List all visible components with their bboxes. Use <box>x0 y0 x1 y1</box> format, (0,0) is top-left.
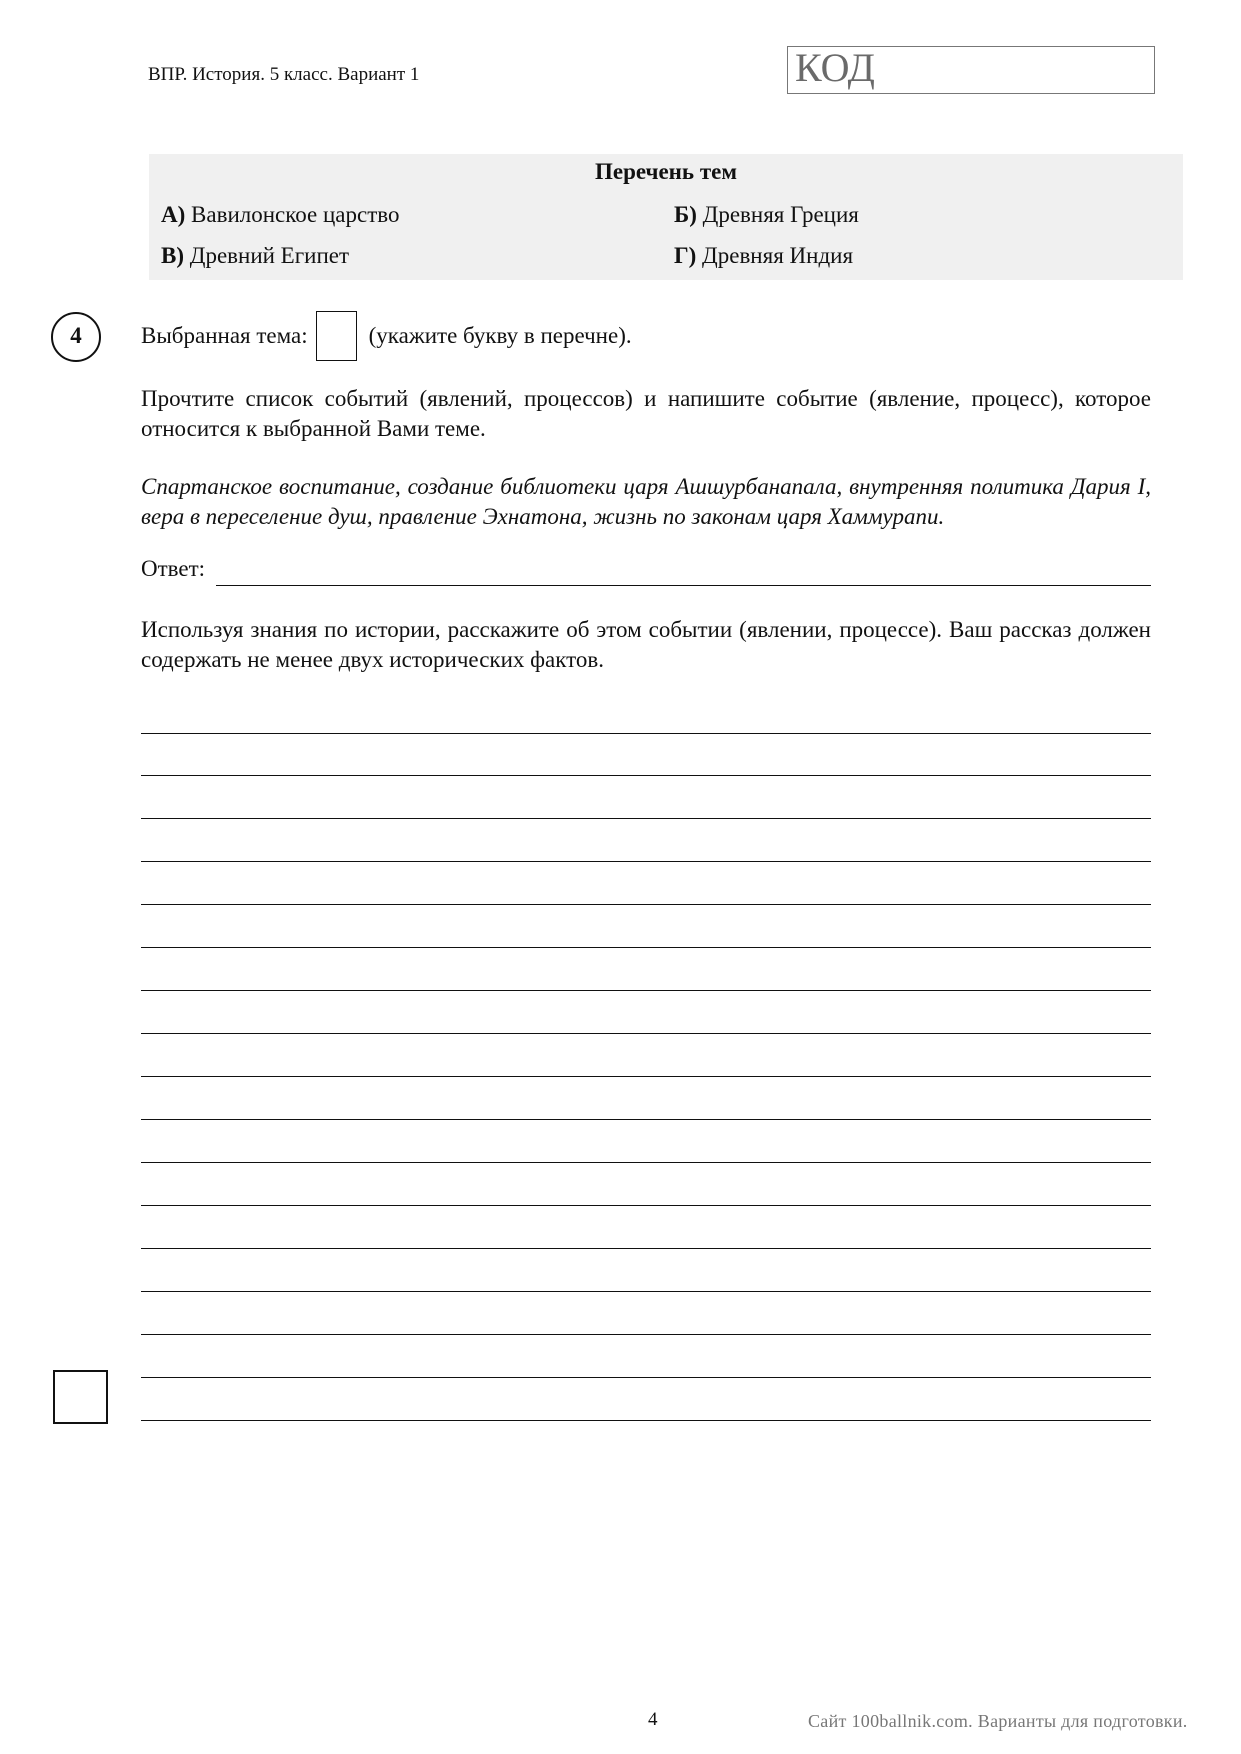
answer-rule-line[interactable] <box>141 1033 1151 1034</box>
chosen-topic-label: Выбранная тема: <box>141 323 308 348</box>
topic-item-a: А) Вавилонское царство <box>161 202 400 227</box>
answer-rule-line[interactable] <box>141 1076 1151 1077</box>
answer-rule-line[interactable] <box>141 1291 1151 1292</box>
answer-label: Ответ: <box>141 556 206 581</box>
answer-field[interactable] <box>216 585 1151 586</box>
code-label: КОД <box>795 45 875 90</box>
topic-item-b: Б) Древняя Греция <box>674 202 859 227</box>
answer-rule-line[interactable] <box>141 1420 1151 1421</box>
answer-rule-line[interactable] <box>141 1334 1151 1335</box>
answer-rule-line[interactable] <box>141 1248 1151 1249</box>
answer-rule-line[interactable] <box>141 947 1151 948</box>
story-instruction: Используя знания по истории, расскажите об этом событии (явлении, процессе). Ваш рассказ должен содержать не менее двух исторических фактов. <box>141 617 1151 672</box>
answer-rule-line[interactable] <box>141 861 1151 862</box>
answer-rule-line[interactable] <box>141 818 1151 819</box>
topic-item-g: Г) Древняя Индия <box>674 243 854 268</box>
score-box[interactable] <box>53 1370 108 1424</box>
topics-title: Перечень тем <box>594 159 738 184</box>
answer-rule-line[interactable] <box>141 1205 1151 1206</box>
page-header-title: ВПР. История. 5 класс. Вариант 1 <box>148 64 420 85</box>
chosen-topic-line <box>141 312 632 360</box>
answer-rule-line[interactable] <box>141 733 1151 734</box>
site-watermark: Сайт 100ballnik.com. Варианты для подготовки. <box>808 1711 1188 1731</box>
chosen-topic-hint: (укажите букву в перечне). <box>368 323 632 348</box>
events-list: Спартанское воспитание, создание библиотеки царя Ашшурбанапала, внутренняя политика Дария I, вера в переселение душ, правление Эхнатона, жизнь по законам царя Хаммурапи. <box>141 474 1151 529</box>
answer-rule-line[interactable] <box>141 904 1151 905</box>
answer-rule-line[interactable] <box>141 1377 1151 1378</box>
answer-rule-line[interactable] <box>141 990 1151 991</box>
topic-item-v: В) Древний Египет <box>161 243 350 268</box>
code-box[interactable] <box>787 46 1155 94</box>
answer-rule-line[interactable] <box>141 1119 1151 1120</box>
page-number: 4 <box>648 1709 658 1730</box>
task-number: 4 <box>51 312 101 362</box>
answer-rule-line[interactable] <box>141 1162 1151 1163</box>
topics-list <box>149 154 1183 280</box>
task-instruction: Прочтите список событий (явлений, процессов) и напишите событие (явление, процесс), которое относится к выбранной Вами теме. <box>141 386 1151 441</box>
answer-rule-line[interactable] <box>141 775 1151 776</box>
topic-letter-box[interactable] <box>316 311 357 361</box>
